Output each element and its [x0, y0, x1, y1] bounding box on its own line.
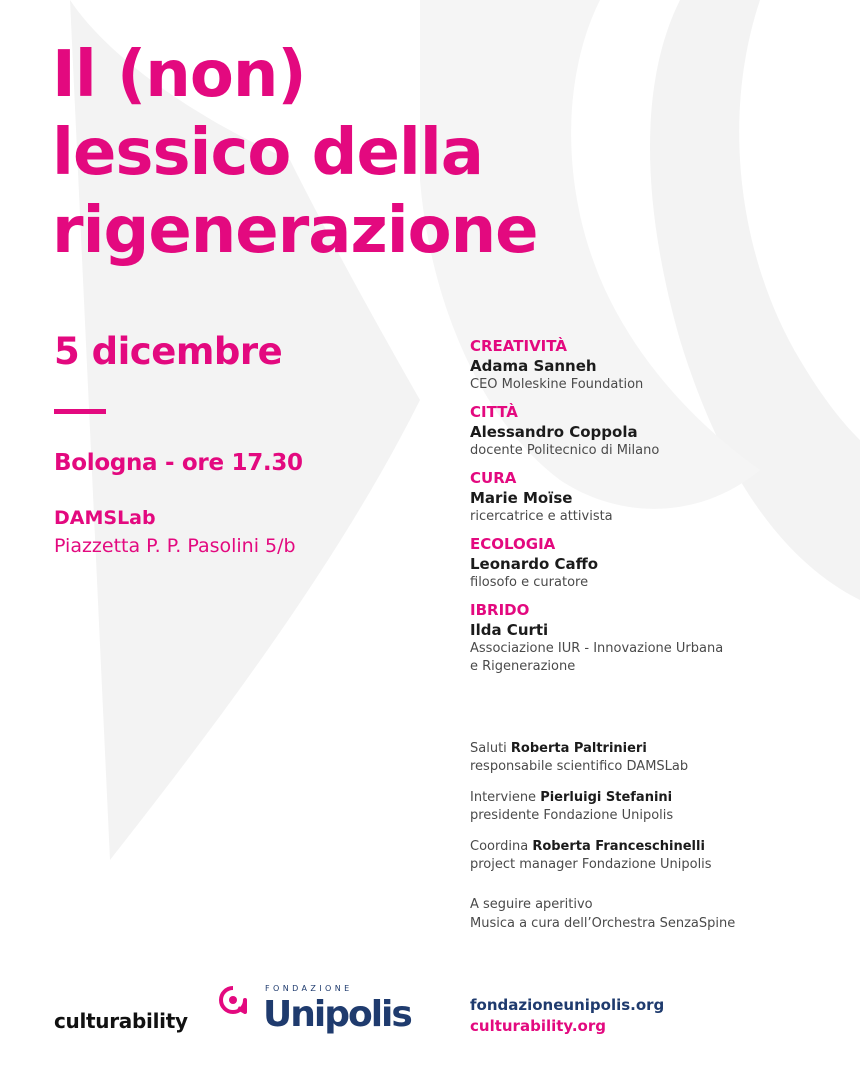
- extra-prefix: Saluti: [470, 741, 507, 756]
- topic-label: CITTÀ: [470, 403, 518, 421]
- event-title-line-1: Il (non): [52, 38, 306, 112]
- speaker-name: Ilda Curti: [470, 621, 549, 639]
- extra-role: presidente Fondazione Unipolis: [470, 808, 674, 823]
- culturability-c-icon: [218, 985, 248, 1015]
- speaker-name: Alessandro Coppola: [470, 423, 638, 441]
- extra-role: responsabile scientifico DAMSLab: [470, 759, 689, 774]
- event-title-line-2: lessico della: [52, 116, 483, 190]
- event-date: 5 dicembre: [54, 330, 283, 373]
- topic-label: CREATIVITÀ: [470, 337, 567, 355]
- unipolis-logo: [263, 984, 411, 1044]
- topic-block: [470, 534, 840, 592]
- extra-block: [470, 838, 840, 874]
- extra-heading: [470, 740, 840, 758]
- followup-line-1: A seguire aperitivo: [470, 897, 593, 912]
- speaker-role: docente Politecnico di Milano: [470, 443, 660, 458]
- culturability-link[interactable]: culturability.org: [470, 1017, 606, 1035]
- culturability-logo: [54, 985, 249, 1035]
- event-city-time: Bologna - ore 17.30: [54, 450, 303, 476]
- extra-name: Roberta Paltrinieri: [510, 741, 647, 756]
- website-links: [470, 995, 664, 1037]
- event-title: [52, 36, 772, 270]
- extra-prefix: Interviene: [470, 790, 537, 805]
- followup-notes: [470, 895, 735, 933]
- unipolis-logo-wordmark: Unipolis: [263, 994, 411, 1035]
- speaker-name: Leonardo Caffo: [470, 555, 599, 573]
- extra-block: [470, 789, 840, 825]
- speaker-role: ricercatrice e attivista: [470, 509, 613, 524]
- extra-name: Roberta Franceschinelli: [532, 839, 705, 854]
- speaker-program: [470, 336, 840, 684]
- topic-label: IBRIDO: [470, 601, 530, 619]
- topic-block: [470, 600, 840, 676]
- fondazioneunipolis-link[interactable]: fondazioneunipolis.org: [470, 996, 665, 1014]
- speaker-name: Adama Sanneh: [470, 357, 597, 375]
- extra-role: project manager Fondazione Unipolis: [470, 857, 712, 872]
- speaker-role-continued: e Rigenerazione: [470, 659, 576, 674]
- topic-block: [470, 402, 840, 460]
- topic-block: [470, 336, 840, 394]
- extra-name: Pierluigi Stefanini: [540, 790, 673, 805]
- topic-block: [470, 468, 840, 526]
- program-extras: [470, 740, 840, 887]
- followup-line-2: Musica a cura dell’Orchestra SenzaSpine: [470, 916, 736, 931]
- culturability-logo-text: culturability: [54, 1009, 188, 1033]
- venue-address: Piazzetta P. P. Pasolini 5/b: [54, 535, 296, 557]
- speaker-name: Marie Moïse: [470, 489, 573, 507]
- extra-heading: [470, 789, 840, 807]
- extra-block: [470, 740, 840, 776]
- event-title-line-3: rigenerazione: [52, 194, 538, 268]
- extra-heading: [470, 838, 840, 856]
- speaker-role: filosofo e curatore: [470, 575, 589, 590]
- topic-label: ECOLOGIA: [470, 535, 556, 553]
- venue-name: DAMSLab: [54, 507, 156, 529]
- speaker-role: Associazione IUR - Innovazione Urbana: [470, 641, 724, 656]
- divider-dash: [54, 409, 106, 414]
- speaker-role: CEO Moleskine Foundation: [470, 377, 644, 392]
- extra-prefix: Coordina: [470, 839, 529, 854]
- unipolis-logo-small: FONDAZIONE: [265, 984, 353, 993]
- topic-label: CURA: [470, 469, 517, 487]
